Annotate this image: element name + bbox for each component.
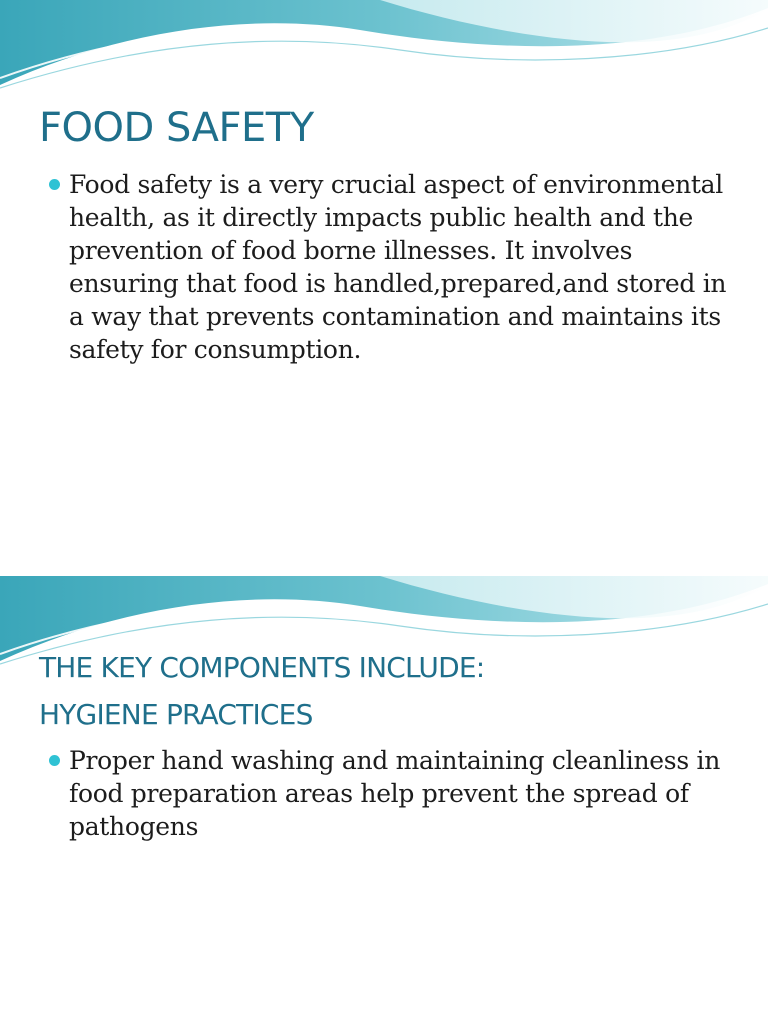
slide-2	[0, 576, 768, 1024]
bullet-item	[46, 168, 746, 366]
bullet-dot-icon	[49, 179, 60, 190]
bullet-list	[46, 168, 746, 366]
slide-title	[39, 644, 484, 738]
bullet-list	[46, 744, 746, 843]
bullet-item	[46, 744, 746, 843]
wave-header-decoration	[0, 0, 768, 100]
slide-title-line-1: THE KEY COMPONENTS INCLUDE:	[39, 651, 485, 684]
bullet-text: Proper hand washing and maintaining cleanliness in food preparation areas help prevent the spread of pathogens	[69, 746, 721, 841]
bullet-text: Food safety is a very crucial aspect of environmental health, as it directly impacts public health and the prevention of food borne illnesses. It involves ensuring that food is handled,prepared,and stored in a way that prevents contamination and maintains its safety for consumption.	[69, 170, 727, 364]
bullet-dot-icon	[49, 755, 60, 766]
slide-title-line-2: HYGIENE PRACTICES	[39, 698, 313, 731]
slide-title: FOOD SAFETY	[39, 105, 314, 151]
